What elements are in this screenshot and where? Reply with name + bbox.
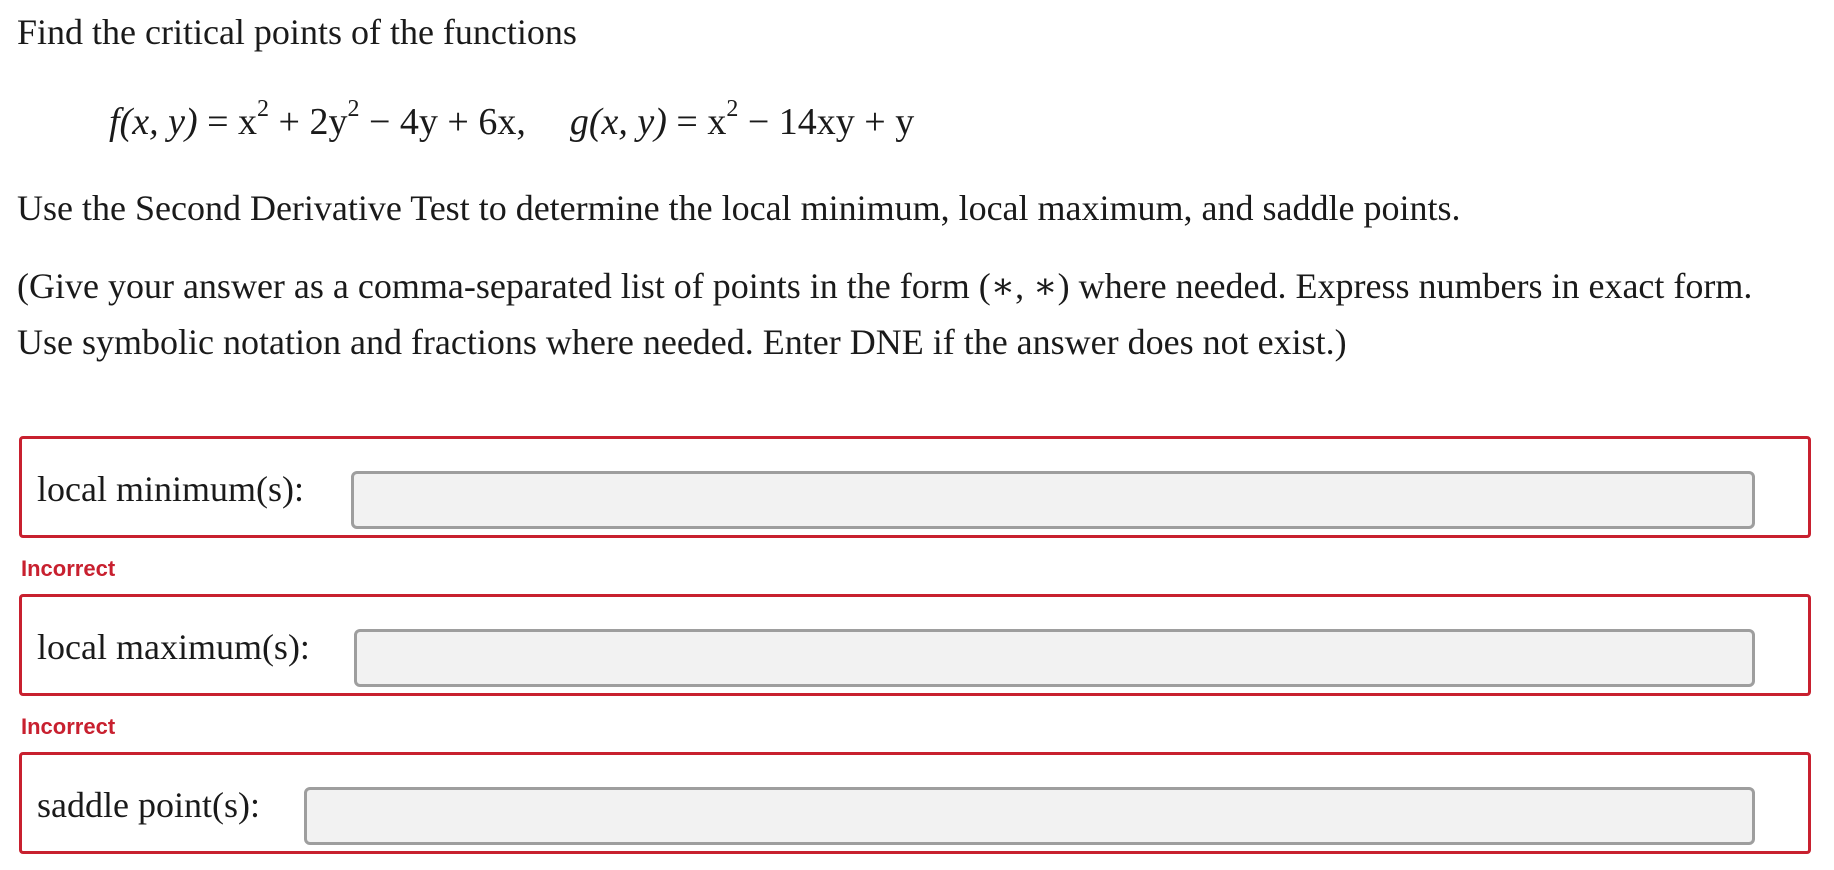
equation-f: [109, 98, 526, 146]
saddle-point-label: saddle point(s):: [37, 785, 260, 825]
local-maximum-feedback: Incorrect: [21, 714, 116, 739]
equation-f-sup1: 2: [257, 96, 270, 123]
local-minimum-label: local minimum(s):: [37, 469, 304, 509]
equation-g-sup1: 2: [726, 96, 739, 123]
answer-format-note: (Give your answer as a comma-separated list of points in the form (∗, ∗) where needed. Express numbers in exact form. Use symbolic notation and fractions where needed. Enter DNE if the answer does not exist.): [17, 266, 1753, 362]
equation-g-lhs: g(x, y): [569, 101, 667, 143]
saddle-point-input[interactable]: [304, 787, 1755, 845]
question-intro: Find the critical points of the functions: [17, 12, 577, 52]
equation-g-rhs-post: − 14xy + y: [738, 101, 915, 143]
question-instruction: Use the Second Derivative Test to determine the local minimum, local maximum, and saddle points.: [17, 188, 1461, 228]
equation-f-mid: + 2y: [269, 101, 348, 143]
saddle-point-answer-box: [19, 752, 1811, 854]
equation-f-rhs-post: − 4y + 6x,: [359, 101, 526, 143]
equation-f-lhs: f(x, y): [109, 101, 198, 143]
function-equations: [109, 98, 914, 146]
equation-g-rhs-pre: = x: [666, 101, 727, 143]
equation-g: [570, 98, 914, 146]
local-minimum-input[interactable]: [351, 471, 1755, 529]
local-minimum-feedback: Incorrect: [21, 556, 116, 581]
local-maximum-label: local maximum(s):: [37, 627, 310, 667]
local-maximum-input[interactable]: [354, 629, 1755, 687]
local-minimum-answer-box: [19, 436, 1811, 538]
equation-f-sup2: 2: [347, 96, 360, 123]
local-maximum-answer-box: [19, 594, 1811, 696]
equation-f-rhs-pre: = x: [197, 101, 258, 143]
